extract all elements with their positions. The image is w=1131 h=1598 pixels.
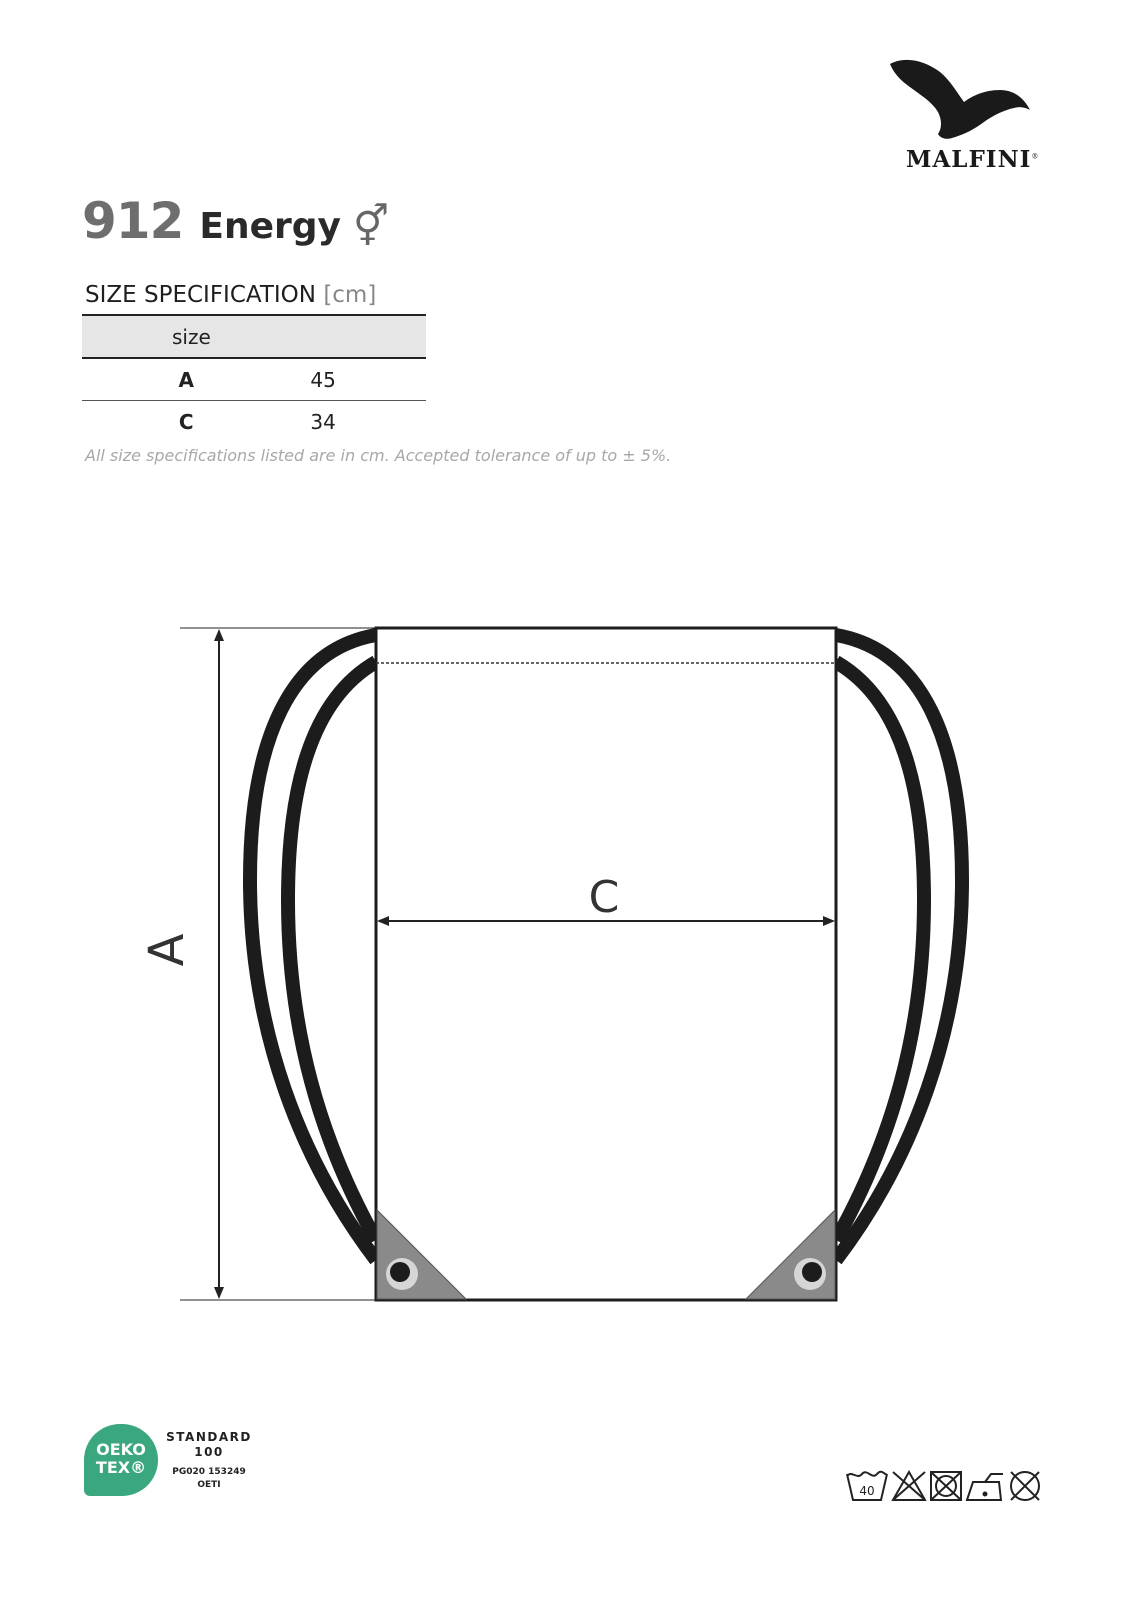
oeko-tex-badge: OEKO TEX® xyxy=(84,1424,158,1496)
oeko-tex-certification xyxy=(84,1424,264,1504)
dimension-c-label: C xyxy=(588,872,620,923)
size-value: 45 xyxy=(290,358,426,401)
right-strap-inner xyxy=(836,662,924,1240)
wash-40-icon xyxy=(847,1472,887,1500)
no-bleach-icon xyxy=(893,1472,925,1500)
product-name: Energy xyxy=(199,206,342,247)
tolerance-note: All size specifications listed are in cm. Accepted tolerance of up to ± 5%. xyxy=(85,446,672,465)
product-number: 912 xyxy=(82,192,184,250)
wash-temperature: 40 xyxy=(859,1484,875,1498)
table-header: size xyxy=(82,315,426,358)
oeko-standard: STANDARD 100 xyxy=(166,1430,252,1459)
size-value: 34 xyxy=(310,409,336,434)
care-symbols xyxy=(845,1466,1045,1506)
oeko-certificate: PG020 153249 OETI xyxy=(172,1467,246,1490)
no-dry-clean-icon xyxy=(1011,1472,1039,1500)
no-tumble-dry-icon xyxy=(931,1472,961,1500)
dimension-a-label: A xyxy=(139,933,195,967)
size-key: A xyxy=(82,358,290,401)
unisex-icon: ⚥ xyxy=(353,204,390,250)
bag-body xyxy=(376,628,836,1300)
spec-heading: SIZE SPECIFICATION [cm] xyxy=(85,282,377,308)
brand-name: MALFINI® xyxy=(906,146,1040,173)
left-strap-inner xyxy=(288,662,376,1240)
size-key: C xyxy=(178,409,194,434)
iron-low-icon xyxy=(967,1474,1003,1500)
